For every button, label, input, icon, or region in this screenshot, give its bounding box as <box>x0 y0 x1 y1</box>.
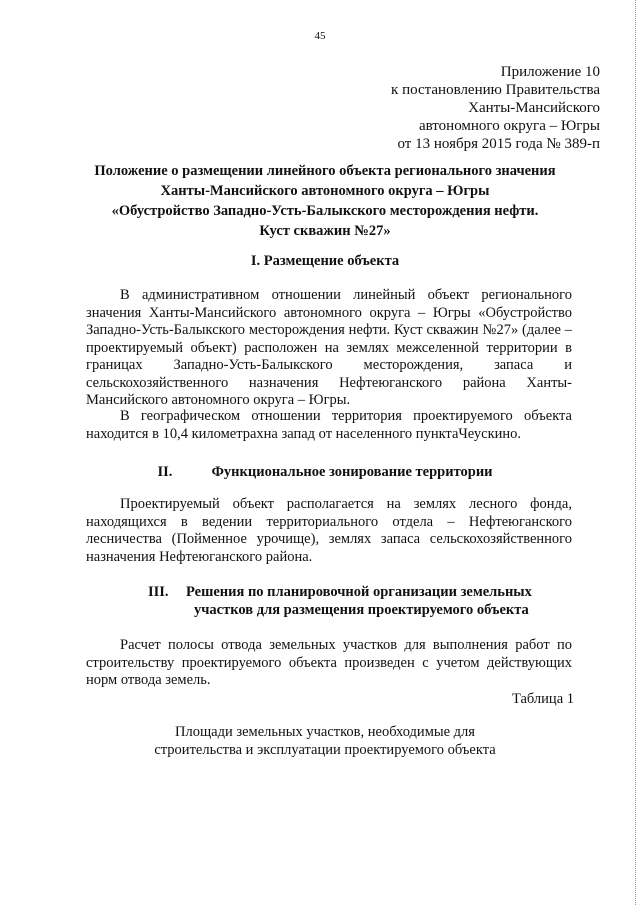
table-caption-line: Площади земельных участков, необходимые для <box>175 724 475 740</box>
title-line: Положение о размещении линейного объекта регионального значения <box>94 163 556 179</box>
section-3-heading <box>148 583 604 619</box>
scan-edge-line <box>633 0 636 905</box>
appendix-line: от 13 ноября 2015 года № 389-п <box>397 136 600 152</box>
section-2-heading <box>60 462 590 482</box>
section-1-paragraph-1: В административном отношении линейный объект регионального значения Ханты-Мансийского автономного округа – Югры «Обустройство Западно-Усть-Балыкского месторождения нефти. Куст скважин №27» (далее – проектируемый объект) расположен на землях межселенной территории в границах Западно-Усть-Балыкского месторождения, запаса и сельскохозяйственного назначения Нефтеюганского района Ханты-Мансийского автономного округа – Югры. <box>86 287 572 408</box>
table-label: Таблица 1 <box>511 691 574 707</box>
section-2-paragraph-1: Проектируемый объект располагается на землях лесного фонда, находящихся в ведении территориального отдела – Нефтеюганского лесничества (Пойменное урочище), землях запаса сельскохозяйственного назначения Нефтеюганского района. <box>86 496 572 565</box>
section-3-number: III. <box>148 584 169 600</box>
title-line: Ханты-Мансийского автономного округа – Югры <box>160 183 490 199</box>
title-line: Куст скважин №27» <box>259 223 391 239</box>
appendix-line: к постановлению Правительства <box>391 82 600 98</box>
table-caption <box>60 723 590 759</box>
section-2-number: II. <box>157 464 173 480</box>
appendix-line: Приложение 10 <box>500 64 600 80</box>
page-number: 45 <box>314 30 326 42</box>
document-title <box>60 161 590 241</box>
section-3-paragraph-1: Расчет полосы отвода земельных участков для выполнения работ по строительству проектируемого объекта произведен с учетом действующих норм отвода земель. <box>86 637 572 688</box>
section-2-heading-text: Функциональное зонирование территории <box>211 464 493 480</box>
section-1-paragraph-2: В географическом отношении территория проектируемого объекта находится в 10,4 километрахна запад от населенного пунктаЧеускино. <box>86 408 572 442</box>
section-3-heading-line: участков для размещения проектируемого объекта <box>194 602 529 618</box>
appendix-line: Ханты-Мансийского <box>468 100 600 116</box>
table-caption-line: строительства и эксплуатации проектируемого объекта <box>154 742 496 758</box>
appendix-block <box>391 63 600 153</box>
section-1-heading: I. Размещение объекта <box>250 253 400 269</box>
title-line: «Обустройство Западно-Усть-Балыкского месторождения нефти. <box>111 203 539 219</box>
section-3-heading-line: Решения по планировочной организации земельных <box>186 584 532 600</box>
appendix-line: автономного округа – Югры <box>418 118 600 134</box>
